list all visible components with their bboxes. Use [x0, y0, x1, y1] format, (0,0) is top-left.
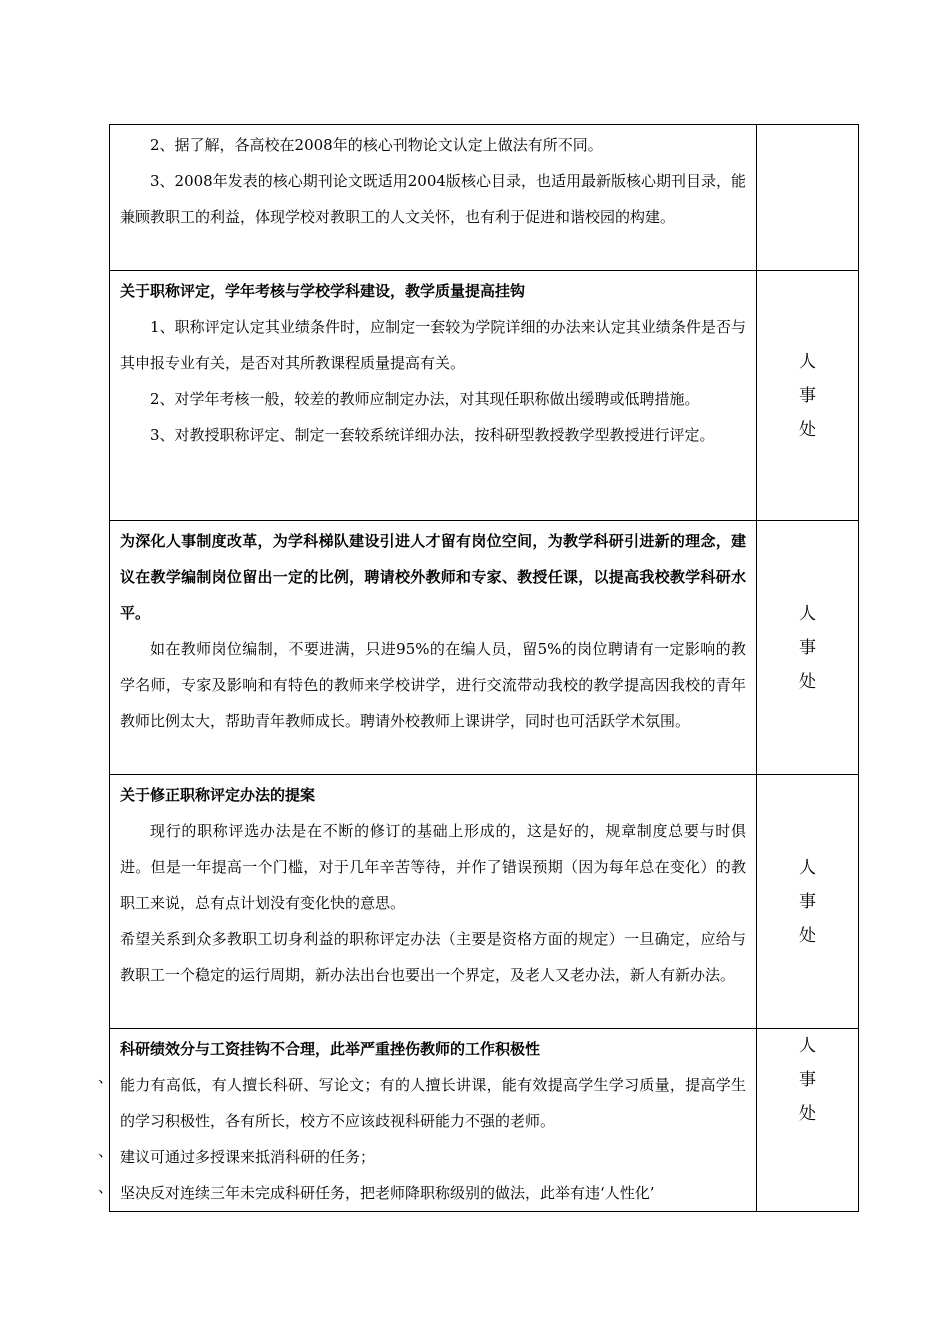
- dept-char: 人: [799, 857, 816, 878]
- proposal-cell: [110, 775, 757, 1029]
- proposal-title: 关于修正职称评定办法的提案: [120, 786, 316, 804]
- list-item: 建议可通过多授课来抵消科研的任务；: [120, 1148, 376, 1166]
- dept-cell: [757, 521, 859, 775]
- paragraph: 1、职称评定认定其业绩条件时，应制定一套较为学院详细的办法来认定其业绩条件是否与其申报专业有关，是否对其所教课程质量提高有关。: [120, 318, 746, 372]
- dept-char: 处: [799, 671, 816, 692]
- dept-cell: [757, 271, 859, 521]
- dept-char: 事: [799, 1070, 816, 1090]
- dept-char: 人: [799, 351, 816, 372]
- proposal-title: 为深化人事制度改革，为学科梯队建设引进人才留有岗位空间，为教学科研引进新的理念，建议在教学编制岗位留出一定的比例，聘请校外教师和专家、教授任课，以提高我校教学科研水平。: [120, 532, 746, 622]
- proposal-title: 关于职称评定，学年考核与学校学科建设，教学质量提高挂钩: [120, 282, 526, 300]
- list-marker: 、: [98, 1178, 114, 1196]
- proposal-cell: [110, 271, 757, 521]
- list-marker: 、: [98, 1068, 114, 1086]
- proposal-cell: [110, 125, 757, 271]
- dept-char: 事: [799, 385, 816, 406]
- paragraph: 希望关系到众多教职工切身利益的职称评定办法（主要是资格方面的规定）一旦确定，应给与教职工一个稳定的运行周期，新办法出台也要出一个界定，及老人又老办法，新人有新办法。: [120, 930, 746, 984]
- dept-char: 事: [799, 891, 816, 912]
- proposal-cell: [110, 1029, 757, 1212]
- table-row: [110, 775, 859, 1029]
- dept-char: 处: [799, 1104, 816, 1124]
- dept-cell: [757, 1029, 859, 1212]
- proposal-cell: [110, 521, 757, 775]
- paragraph: 2、对学年考核一般，较差的教师应制定办法，对其现任职称做出缓聘或低聘措施。: [150, 390, 700, 408]
- proposal-title: 科研绩效分与工资挂钩不合理，此举严重挫伤教师的工作积极性: [120, 1040, 541, 1058]
- paragraph: 3、2008年发表的核心期刊论文既适用2004版核心目录，也适用最新版核心期刊目录，能兼顾教职工的利益，体现学校对教职工的人文关怀，也有利于促进和谐校园的构建。: [120, 172, 746, 226]
- dept-char: 人: [799, 1036, 816, 1056]
- table-row: [110, 271, 859, 521]
- list-item: 坚决反对连续三年未完成科研任务，把老师降职称级别的做法，此举有违‘人性化’: [120, 1184, 655, 1202]
- list-item: 能力有高低，有人擅长科研、写论文；有的人擅长讲课，能有效提高学生学习质量，提高学生的学习积极性，各有所长，校方不应该歧视科研能力不强的老师。: [120, 1076, 746, 1130]
- dept-char: 处: [799, 419, 816, 440]
- proposal-table: [109, 124, 859, 1212]
- paragraph: 2、据了解，各高校在2008年的核心刊物论文认定上做法有所不同。: [150, 136, 603, 154]
- table-row: [110, 1029, 859, 1212]
- paragraph: 如在教师岗位编制，不要进满，只进95%的在编人员，留5%的岗位聘请有一定影响的教学名师，专家及影响和有特色的教师来学校讲学，进行交流带动我校的教学提高因我校的青年教师比例太大，帮助青年教师成长。聘请外校教师上课讲学，同时也可活跃学术氛围。: [120, 640, 746, 730]
- dept-char: 事: [799, 637, 816, 658]
- dept-char: 人: [799, 603, 816, 624]
- dept-char: 处: [799, 925, 816, 946]
- paragraph: 3、对教授职称评定、制定一套较系统详细办法，按科研型教授教学型教授进行评定。: [150, 426, 715, 444]
- table-row: [110, 125, 859, 271]
- table-row: [110, 521, 859, 775]
- list-marker: 、: [98, 1142, 114, 1160]
- dept-cell: [757, 125, 859, 271]
- dept-cell: [757, 775, 859, 1029]
- paragraph: 现行的职称评选办法是在不断的修订的基础上形成的，这是好的，规章制度总要与时俱进。但是一年提高一个门槛，对于几年辛苦等待，并作了错误预期（因为每年总在变化）的教职工来说，总有点计划没有变化快的意思。: [120, 822, 746, 912]
